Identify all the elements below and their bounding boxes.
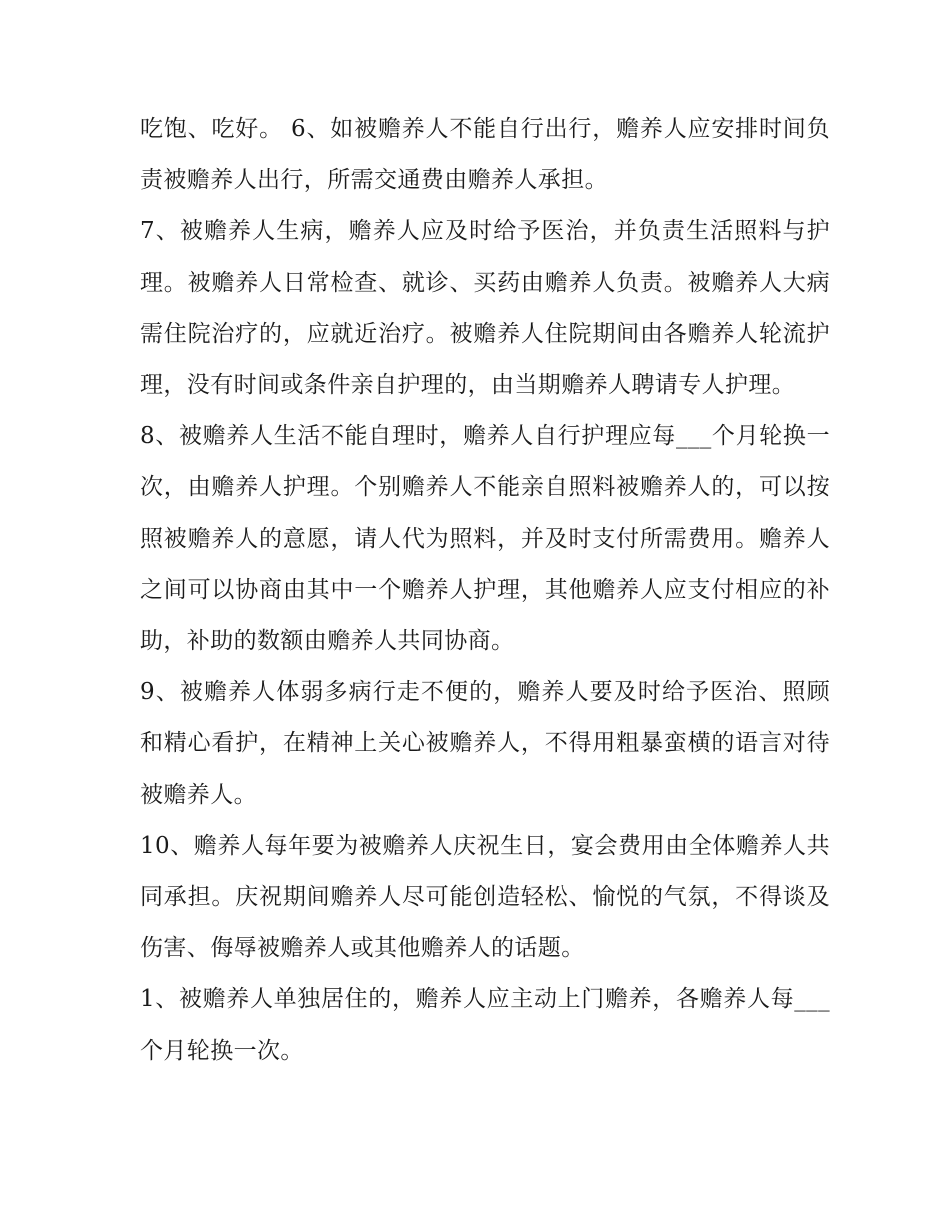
paragraph-clause-8: 8、被赡养人生活不能自理时，赡养人自行护理应每___个月轮换一次，由赡养人护理。个别赡养人不能亲自照料被赡养人的，可以按照被赡养人的意愿，请人代为照料，并及时支付所需费用。赡养人之间可以协商由其中一个赡养人护理，其他赡养人应支付相应的补助，补助的数额由赡养人共同协商。 [140,423,830,655]
paragraph-continuation-6: 吃饱、吃好。 6、如被赡养人不能自行出行，赡养人应安排时间负责被赡养人出行，所需交通费由赡养人承担。 [140,116,830,194]
paragraph-clause-1: 1、被赡养人单独居住的，赡养人应主动上门赡养，各赡养人每___个月轮换一次。 [140,986,830,1064]
paragraph-clause-7: 7、被赡养人生病，赡养人应及时给予医治，并负责生活照料与护理。被赡养人日常检查、就诊、买药由赡养人负责。被赡养人大病需住院治疗的，应就近治疗。被赡养人住院期间由各赡养人轮流护理，没有时间或条件亲自护理的，由当期赡养人聘请专人护理。 [140,218,830,399]
paragraph-clause-10: 10、赡养人每年要为被赡养人庆祝生日，宴会费用由全体赡养人共同承担。庆祝期间赡养人尽可能创造轻松、愉悦的气氛，不得谈及伤害、侮辱被赡养人或其他赡养人的话题。 [140,832,830,962]
document-body [140,104,830,1077]
paragraph-clause-9: 9、被赡养人体弱多病行走不便的，赡养人要及时给予医治、照顾和精心看护，在精神上关心被赡养人，不得用粗暴蛮横的语言对待被赡养人。 [140,679,830,808]
